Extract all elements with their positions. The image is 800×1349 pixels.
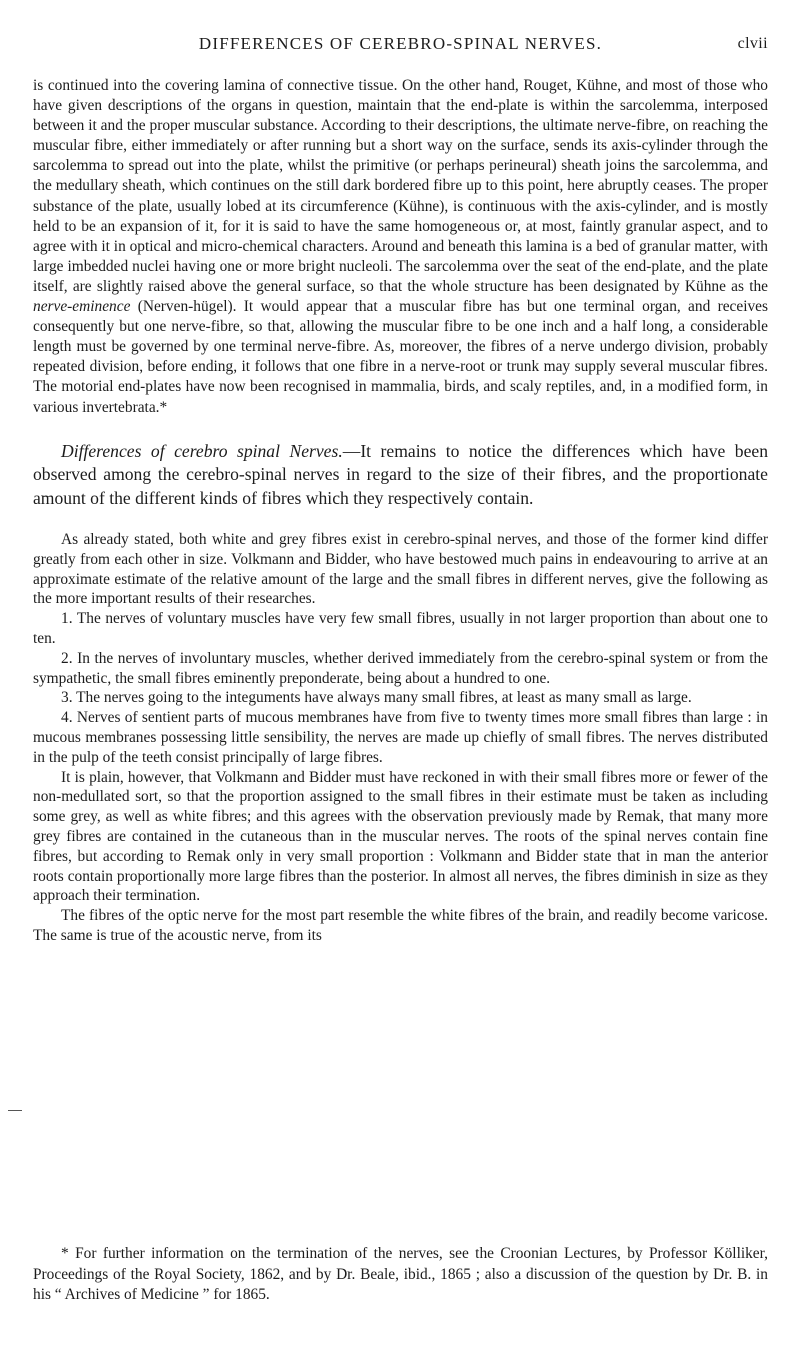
paragraph-end-plates [33, 76, 768, 418]
margin-mark [8, 1110, 22, 1111]
paragraph-optic-nerve: The fibres of the optic nerve for the most part resemble the white fibres of the brain, and readily become varicose. The same is true of the acoustic nerve, from its [33, 907, 768, 945]
running-head-title: DIFFERENCES OF CEREBRO-SPINAL NERVES. [198, 34, 603, 53]
italic-term: nerve-eminence [33, 298, 131, 316]
paragraph-text: —It remains to notice the differences which have been observed among the cerebro-spinal nerves in regard to the size of their fibres, and the proportionate amount of the different kinds of fibres which they respectively contain. [33, 440, 768, 508]
document-page [33, 0, 768, 1349]
footnote [33, 1244, 768, 1306]
page-number: clvii [737, 35, 768, 52]
list-item: 2. In the nerves of involuntary muscles, whether derived immediately from the cerebro-spinal system or from the sympathetic, the small fibres eminently preponderate, being about a hundred to one. [33, 649, 768, 687]
list-item: 1. The nerves of voluntary muscles have very few small fibres, usually in not larger proportion than about one to ten. [33, 610, 768, 648]
list-item: 3. The nerves going to the integuments have always many small fibres, at least as many small as large. [61, 689, 692, 707]
paragraph-text: is continued into the covering lamina of connective tissue. On the other hand, Rouget, Kühne, and most of those who have given descriptions of the organs in question, maintain that the end-plate is within the sarcolemma, interposed between it and the proper muscular substance. According to their descriptions, the ultimate nerve-fibre, on reaching the muscular fibre, either immediately or after running but a short way on the surface, sends its axis-cylinder through the sarcolemma to spread out into the plate, whilst the primitive (or perhaps perineural) sheath joins the sarcolemma, and the medullary sheath, which continues on the still dark bordered fibre up to this point, here abruptly ceases. The proper substance of the plate, usually lobed at its circumference (Kühne), is continuous with the axis-cylinder, and is mostly held to be an expansion of it, for it is said to have the same homogeneous or, at most, faintly granular aspect, and to agree with it in optical and micro-chemical characters. Around and beneath this lamina is a bed of granular matter, with large imbedded nuclei having one or more bright nucleoli. The sarcolemma over the seat of the end-plate, and the plate itself, are slightly raised above the general surface, so that the whole structure has been designated by Kühne as the [33, 77, 768, 295]
paragraph-remak: It is plain, however, that Volkmann and Bidder must have reckoned in with their small fibres more or fewer of the non-medullated sort, so that the proportion assigned to the small fibres in their estimate must be taken as including some grey, as well as white fibres; and this agrees with the observation previously made by Remak, that many more grey fibres are contained in the cutaneous than in the muscular nerves. The roots of the spinal nerves contain fine fibres, but according to Remak only in very small proportion : Volkmann and Bidder state that in man the anterior roots contain proportionally more large fibres than the posterior. In almost all nerves, the fibres diminish in size as they approach their termination. [33, 768, 768, 905]
list-item: 4. Nerves of sentient parts of mucous membranes have from five to twenty times more small fibres than large : in mucous membranes possessing little sensibility, the nerves are made up chiefly of small fibres. The nerves distributed in the pulp of the teeth consist principally of large fibres. [33, 709, 768, 766]
paragraph-text: (Nerven-hügel). It would appear that a muscular fibre has but one terminal organ, and receives consequently but one nerve-fibre, so that, allowing the muscular fibre to be one inch and a half long, a considerable length must be governed by one terminal nerve-fibre. As, moreover, the fibres of a nerve undergo division, probably repeated division, before ending, it follows that one fibre in a nerve-root or trunk may supply several muscular fibres. The motorial end-plates have now been recognised in mammalia, birds, and scaly reptiles, and, in a modified form, in various invertebrata.* [33, 298, 768, 416]
paragraph-intro: As already stated, both white and grey fibres exist in cerebro-spinal nerves, and those of the former kind differ greatly from each other in size. Volkmann and Bidder, who have bestowed much pains in endeavouring to arrive at an approximate estimate of the relative amount of the large and the small fibres in different nerves, give the following as the more important results of their researches. [33, 531, 768, 608]
footnote-text: * For further information on the termination of the nerves, see the Croonian Lectures, by Professor Kölliker, Proceedings of the Royal Society, 1862, and by Dr. Beale, ibid., 1865 ; also a discussion of the question by Dr. B. in his “ Archives of Medicine ” for 1865. [33, 1245, 768, 1303]
section-body [33, 530, 768, 946]
body-text [33, 76, 768, 946]
running-head [33, 30, 768, 58]
section-runin-heading: Differences of cerebro spinal Nerves. [61, 440, 343, 461]
section-heading-paragraph [33, 440, 768, 511]
